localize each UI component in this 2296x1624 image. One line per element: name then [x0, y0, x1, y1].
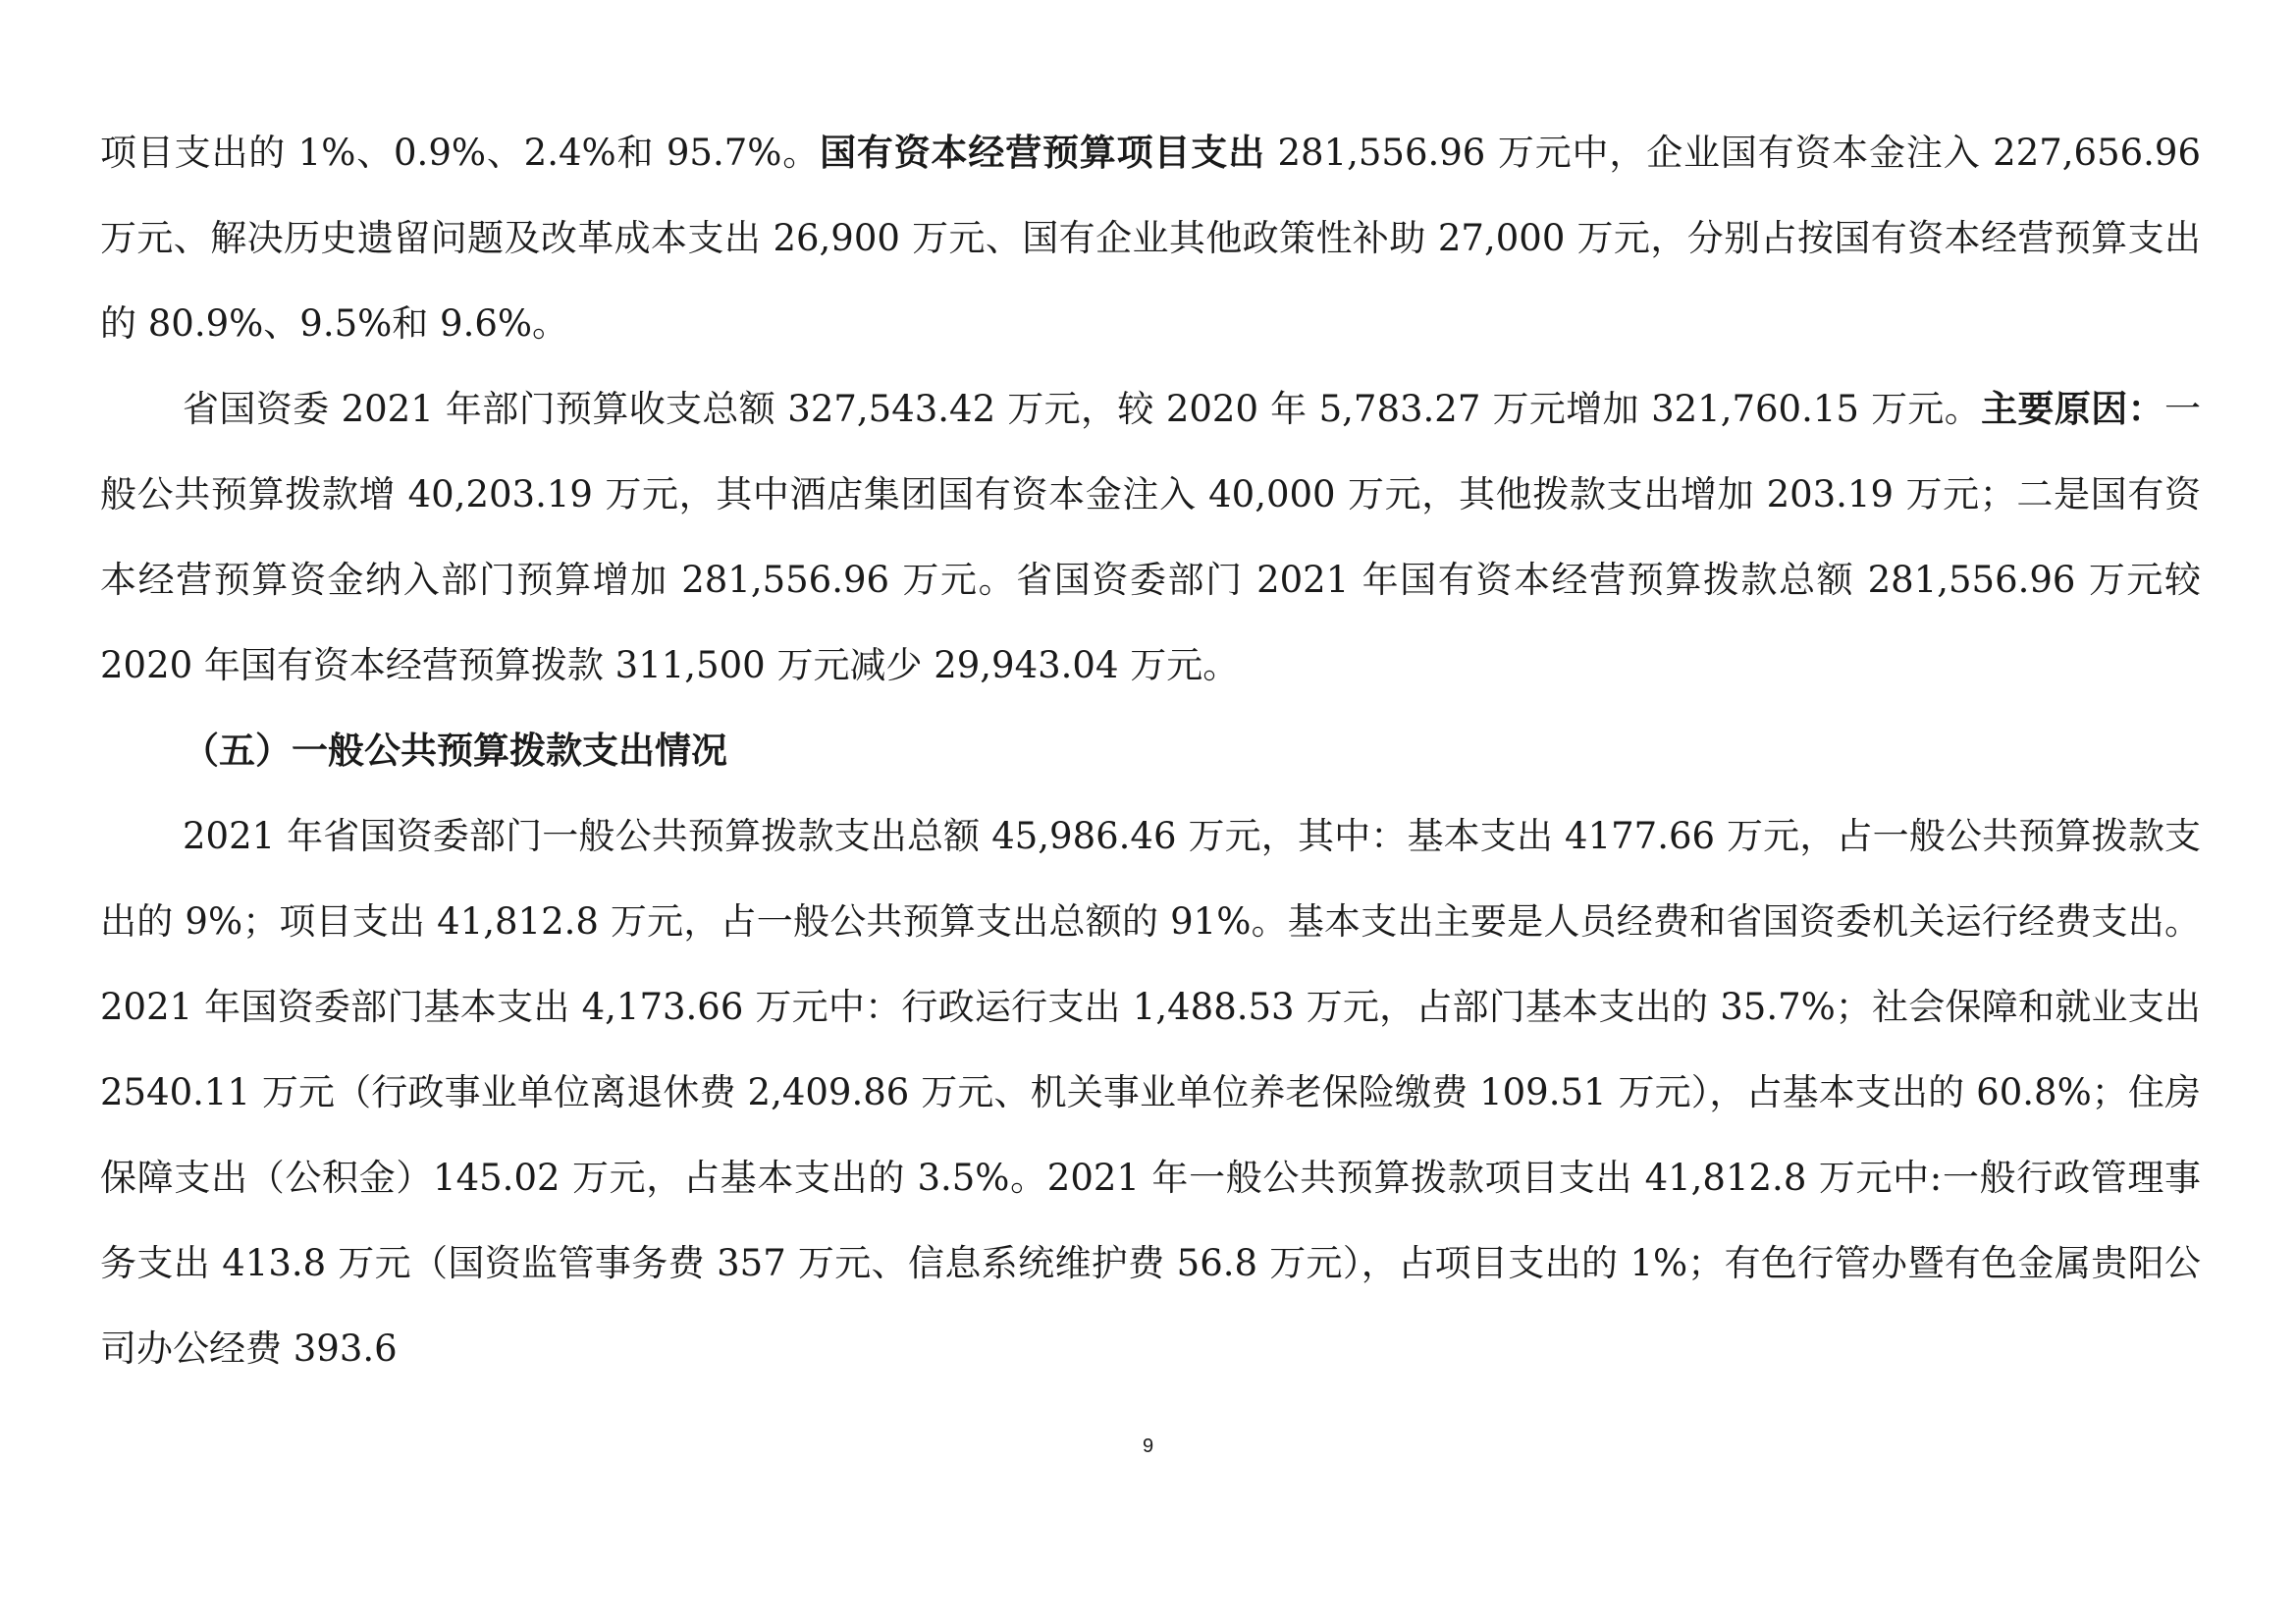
text-segment: 一般公共预算拨款增 40,203.19 万元，其中酒店集团国有资本金注入 40,000 万元，其他拨款支出增加 203.19 万元；二是国有资本经营预算资金纳入部门预算增加 281,556.96 万元。省国资委部门 2021 年国有资本经营预算拨款总额 281,556.96 万元较 2020 年国有资本经营预算拨款 311,500 万元减少 29,943.04 万元。	[100, 388, 2201, 686]
section-heading: （五）一般公共预算拨款支出情况	[183, 729, 727, 772]
text-segment: 项目支出的 1%、0.9%、2.4%和 95.7%。	[100, 132, 821, 174]
paragraph-capital-budget-items	[100, 110, 2201, 366]
paragraph-general-budget-expenditure: 2021 年省国资委部门一般公共预算拨款支出总额 45,986.46 万元，其中：基本支出 4177.66 万元，占一般公共预算拨款支出的 9%；项目支出 41,812.8 万元，占一般公共预算支出总额的 91%。基本支出主要是人员经费和省国资委机关运行经费支出。2021 年国资委部门基本支出 4,173.66 万元中：行政运行支出 1,488.53 万元，占部门基本支出的 35.7%；社会保障和就业支出 2540.11 万元（行政事业单位离退休费 2,409.86 万元、机关事业单位养老保险缴费 109.51 万元），占基本支出的 60.8%；住房保障支出（公积金）145.02 万元，占基本支出的 3.5%。2021 年一般公共预算拨款项目支出 41,812.8 万元中:一般行政管理事务支出 413.8 万元（国资监管事务费 357 万元、信息系统维护费 56.8 万元），占项目支出的 1%；有色行管办暨有色金属贵阳公司办公经费 393.6	[100, 815, 2201, 1370]
bold-term-main-reason: 主要原因：	[1981, 387, 2164, 430]
paragraph-budget-total	[100, 366, 2201, 708]
text-segment: 281,556.96 万元中，企业国有资本金注入 227,656.96 万元、解决历史遗留问题及改革成本支出 26,900 万元、国有企业其他政策性补助 27,000 万元，分别占按国有资本经营预算支出的 80.9%、9.5%和 9.6%。	[100, 132, 2201, 345]
bold-term-state-capital-projects: 国有资本经营预算项目支出	[820, 131, 1265, 174]
text-segment: 省国资委 2021 年部门预算收支总额 327,543.42 万元，较 2020 年 5,783.27 万元增加 321,760.15 万元。	[183, 388, 1982, 430]
page-number: 9	[1142, 1435, 1154, 1457]
document-body	[100, 110, 2201, 1391]
